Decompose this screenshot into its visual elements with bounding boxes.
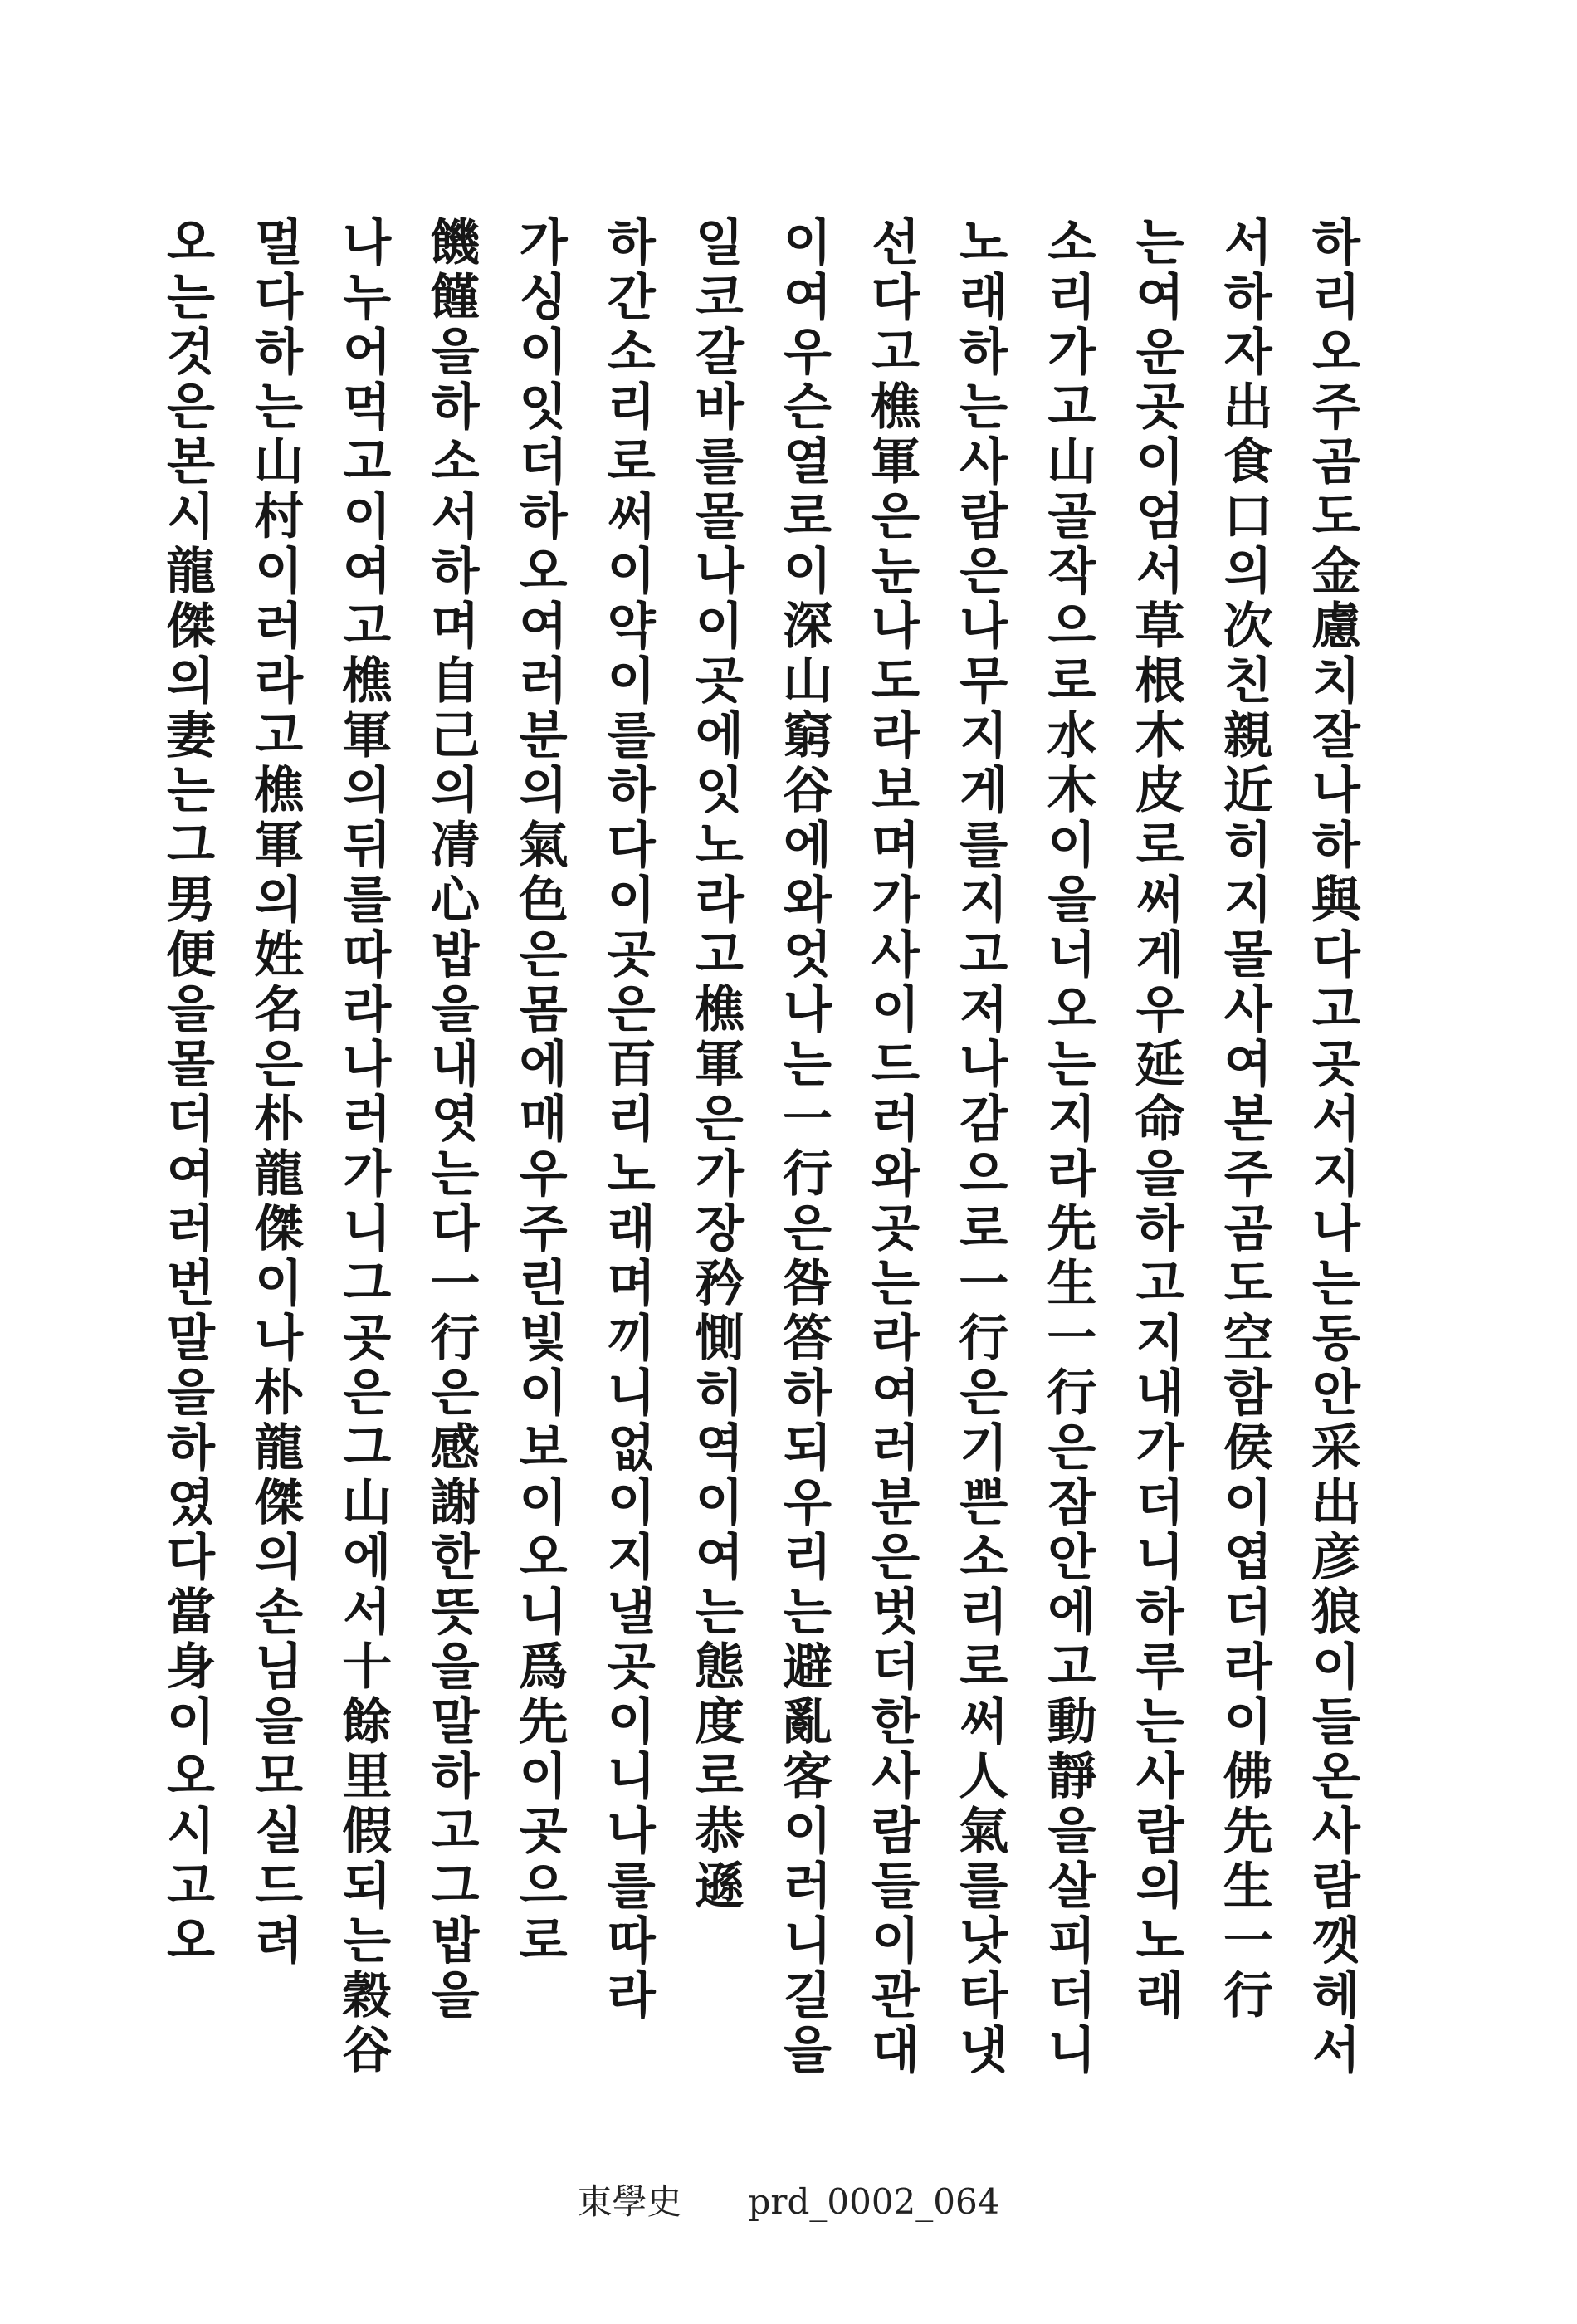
manuscript-column-1: 하리오주곰도金慮치잘나하與다고곳서지나는동안采出彦狼이들온사람깻헤서 [1302,216,1361,2078]
footer-title: 東學史 [577,2181,682,2222]
manuscript-column-6: 선다고樵軍은눈나도라보며가사이드러와곳는라여러분은벗더한사람들이관대 [862,216,921,2078]
manuscript-column-10: 가싱이잇더하오여러분의氣色은몸에매우주린빛이보이오니爲先이곳으로 [510,216,569,1969]
footer-page-code: prd_0002_064 [748,2181,1000,2222]
manuscript-column-5: 노래하는사람은나무지게를지고저나감으로一行은기쁜소리로써人氣를낫타냇 [950,216,1009,2078]
page-footer [0,2175,1577,2224]
manuscript-column-11: 饑饉을하소서하며自己의凊心밥을내엿는다一行은感謝한뜻을말하고그밥을 [422,216,481,2024]
manuscript-column-9: 하간소리로써이약이를하다이곳은百리노래며끼니없이지낼곳이니나를따라 [598,216,657,2024]
handwritten-manuscript [158,216,1361,2078]
manuscript-column-2: 서하자出食口의次친親近히지몰사여본주곰도空함侯이엽더라이佛先生一行 [1214,216,1273,2024]
manuscript-column-14: 오는것은본시龍傑의妻는그男便을몰더여러번말을하였다當身이오시고오 [158,216,216,1969]
manuscript-column-13: 멀다하는山村이러라고樵軍의姓名은朴龍傑이나朴龍傑의손님을모실드려 [246,216,305,1969]
manuscript-column-3: 는여운곳이엄서草根木皮로써게우延命을하고지내가더니하루는사람의노래 [1126,216,1185,2024]
manuscript-column-7: 이여우슨열로이深山窮谷에와엇나는一行은咎答하되우리는避亂客이러니길을 [774,216,832,2078]
manuscript-column-12: 나누어먹고이여고樵軍의뒤를따라나러가니그곳은그山에서十餘里假되는穀谷 [334,216,393,2078]
manuscript-column-4: 소리가고山골작으로水木이을너오는지라先生一行은잠안에고動靜을살피더니 [1038,216,1097,2078]
manuscript-column-8: 일코갈바를몰나이곳에잇노라고樵軍은가장矜惻히역이여는態度로恭遜 [686,216,745,1914]
